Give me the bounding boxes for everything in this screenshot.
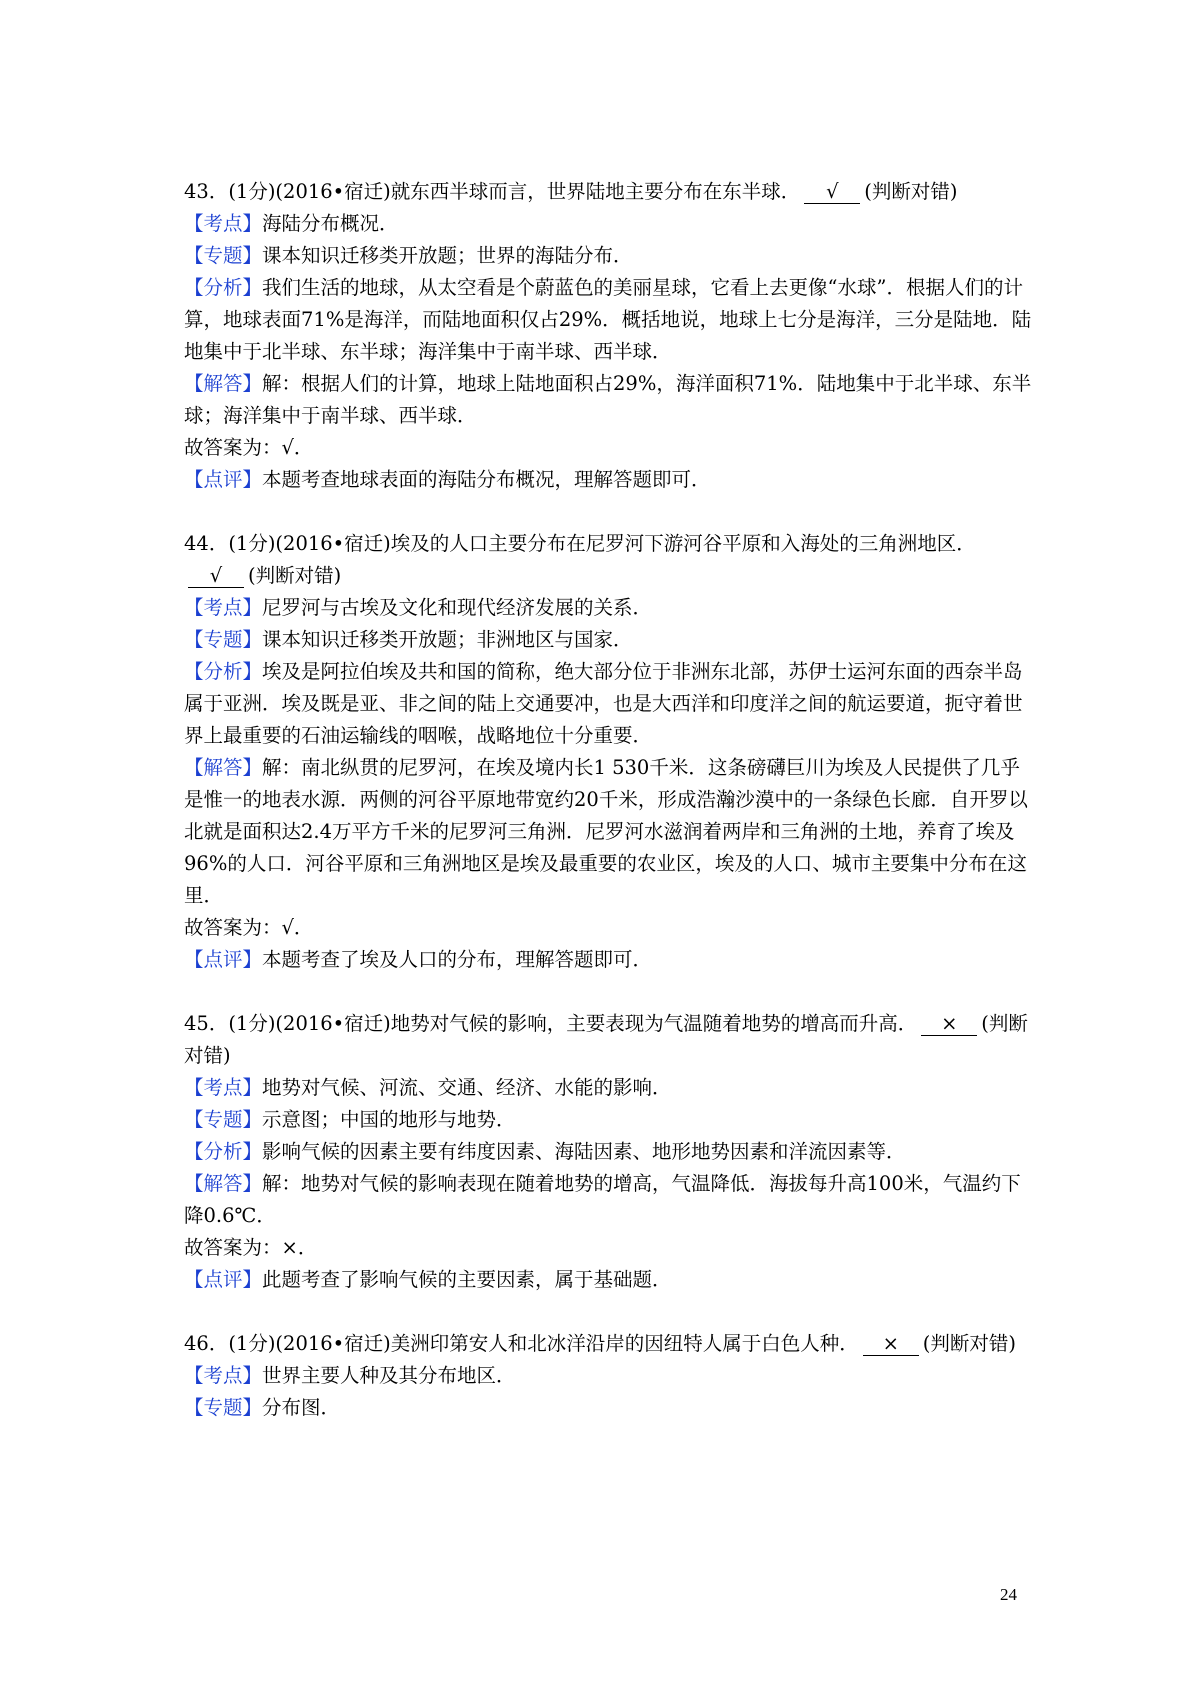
fenxi-tag: 【分析】 — [184, 276, 263, 299]
fenxi-line: 【分析】影响气候的因素主要有纬度因素、海陆因素、地形地势因素和洋流因素等． — [184, 1140, 906, 1163]
final-answer: 故答案为：×． — [184, 1236, 318, 1259]
fenxi-tag: 【分析】 — [184, 660, 263, 683]
answer-blank: √ — [188, 565, 244, 588]
question-43 — [184, 176, 1034, 496]
zhuanti-tag: 【专题】 — [184, 244, 263, 267]
jieda-tag: 【解答】 — [184, 372, 263, 395]
kaodian-line: 【考点】地势对气候、河流、交通、经济、水能的影响． — [184, 1076, 672, 1099]
zhuanti-line: 【专题】示意图；中国的地形与地势． — [184, 1108, 516, 1131]
jieda-line: 【解答】解：地势对气候的影响表现在随着地势的增高，气温降低．海拔每升高100米，气温约下降0.6℃． — [184, 1172, 1021, 1227]
final-answer: 故答案为：√． — [184, 916, 314, 939]
fenxi-line: 【分析】我们生活的地球，从太空看是个蔚蓝色的美丽星球，它看上去更像“水球”．根据人们的计算，地球表面71%是海洋，而陆地面积仅占29%．概括地说，地球上七分是海洋，三分是陆地．陆地集中于北半球、东半球；海洋集中于南半球、西半球． — [184, 276, 1032, 363]
zhuanti-tag: 【专题】 — [184, 1396, 263, 1419]
fenxi-line: 【分析】埃及是阿拉伯埃及共和国的简称，绝大部分位于非洲东北部，苏伊士运河东面的西奈半岛属于亚洲．埃及既是亚、非之间的陆上交通要冲，也是大西洋和印度洋之间的航运要道，扼守着世界上最重要的石油运输线的咽喉，战略地位十分重要． — [184, 660, 1023, 747]
dianping-tag: 【点评】 — [184, 468, 263, 491]
kaodian-tag: 【考点】 — [184, 596, 263, 619]
question-44 — [184, 528, 1034, 976]
kaodian-line: 【考点】世界主要人种及其分布地区． — [184, 1364, 516, 1387]
jieda-line: 【解答】解：根据人们的计算，地球上陆地面积占29%，海洋面积71%．陆地集中于北半球、东半球；海洋集中于南半球、西半球． — [184, 372, 1032, 427]
jieda-tag: 【解答】 — [184, 1172, 263, 1195]
question-stem: 45．(1分)(2016•宿迁)地势对气候的影响，主要表现为气温随着地势的增高而升高． × (判断对错) — [184, 1012, 1028, 1067]
zhuanti-line: 【专题】课本知识迁移类开放题；世界的海陆分布． — [184, 244, 633, 267]
kaodian-tag: 【考点】 — [184, 1076, 263, 1099]
answer-blank: × — [863, 1333, 919, 1356]
page-number: 24 — [1000, 1585, 1017, 1604]
zhuanti-line: 【专题】课本知识迁移类开放题；非洲地区与国家． — [184, 628, 633, 651]
kaodian-tag: 【考点】 — [184, 212, 263, 235]
question-stem: 43．(1分)(2016•宿迁)就东西半球而言，世界陆地主要分布在东半球． √ (判断对错) — [184, 180, 958, 203]
answer-blank: √ — [804, 181, 860, 204]
dianping-line: 【点评】本题考查了埃及人口的分布，理解答题即可． — [184, 948, 653, 971]
question-stem: 46．(1分)(2016•宿迁)美洲印第安人和北冰洋沿岸的因纽特人属于白色人种． × (判断对错) — [184, 1332, 1016, 1355]
jieda-tag: 【解答】 — [184, 756, 263, 779]
jieda-line: 【解答】解：南北纵贯的尼罗河，在埃及境内长1 530千米．这条磅礴巨川为埃及人民提供了几乎是惟一的地表水源．两侧的河谷平原地带宽约20千米，形成浩瀚沙漠中的一条绿色长廊．自开罗以北就是面积达2.4万平方千米的尼罗河三角洲．尼罗河水滋润着两岸和三角洲的土地，养育了埃及96%的人口．河谷平原和三角洲地区是埃及最重要的农业区，埃及的人口、城市主要集中分布在这里． — [184, 756, 1028, 907]
dianping-line: 【点评】此题考查了影响气候的主要因素，属于基础题． — [184, 1268, 672, 1291]
kaodian-line: 【考点】海陆分布概况． — [184, 212, 399, 235]
question-46 — [184, 1328, 1034, 1424]
final-answer: 故答案为：√． — [184, 436, 314, 459]
dianping-line: 【点评】本题考查地球表面的海陆分布概况，理解答题即可． — [184, 468, 711, 491]
zhuanti-tag: 【专题】 — [184, 1108, 263, 1131]
document-body — [184, 176, 1034, 1424]
fenxi-tag: 【分析】 — [184, 1140, 263, 1163]
dianping-tag: 【点评】 — [184, 948, 263, 971]
kaodian-tag: 【考点】 — [184, 1364, 263, 1387]
zhuanti-line: 【专题】分布图． — [184, 1396, 341, 1419]
answer-blank: × — [921, 1013, 977, 1036]
dianping-tag: 【点评】 — [184, 1268, 263, 1291]
question-stem: 44．(1分)(2016•宿迁)埃及的人口主要分布在尼罗河下游河谷平原和入海处的三角洲地区．√ (判断对错) — [184, 532, 976, 587]
zhuanti-tag: 【专题】 — [184, 628, 263, 651]
question-45 — [184, 1008, 1034, 1296]
kaodian-line: 【考点】尼罗河与古埃及文化和现代经济发展的关系． — [184, 596, 653, 619]
